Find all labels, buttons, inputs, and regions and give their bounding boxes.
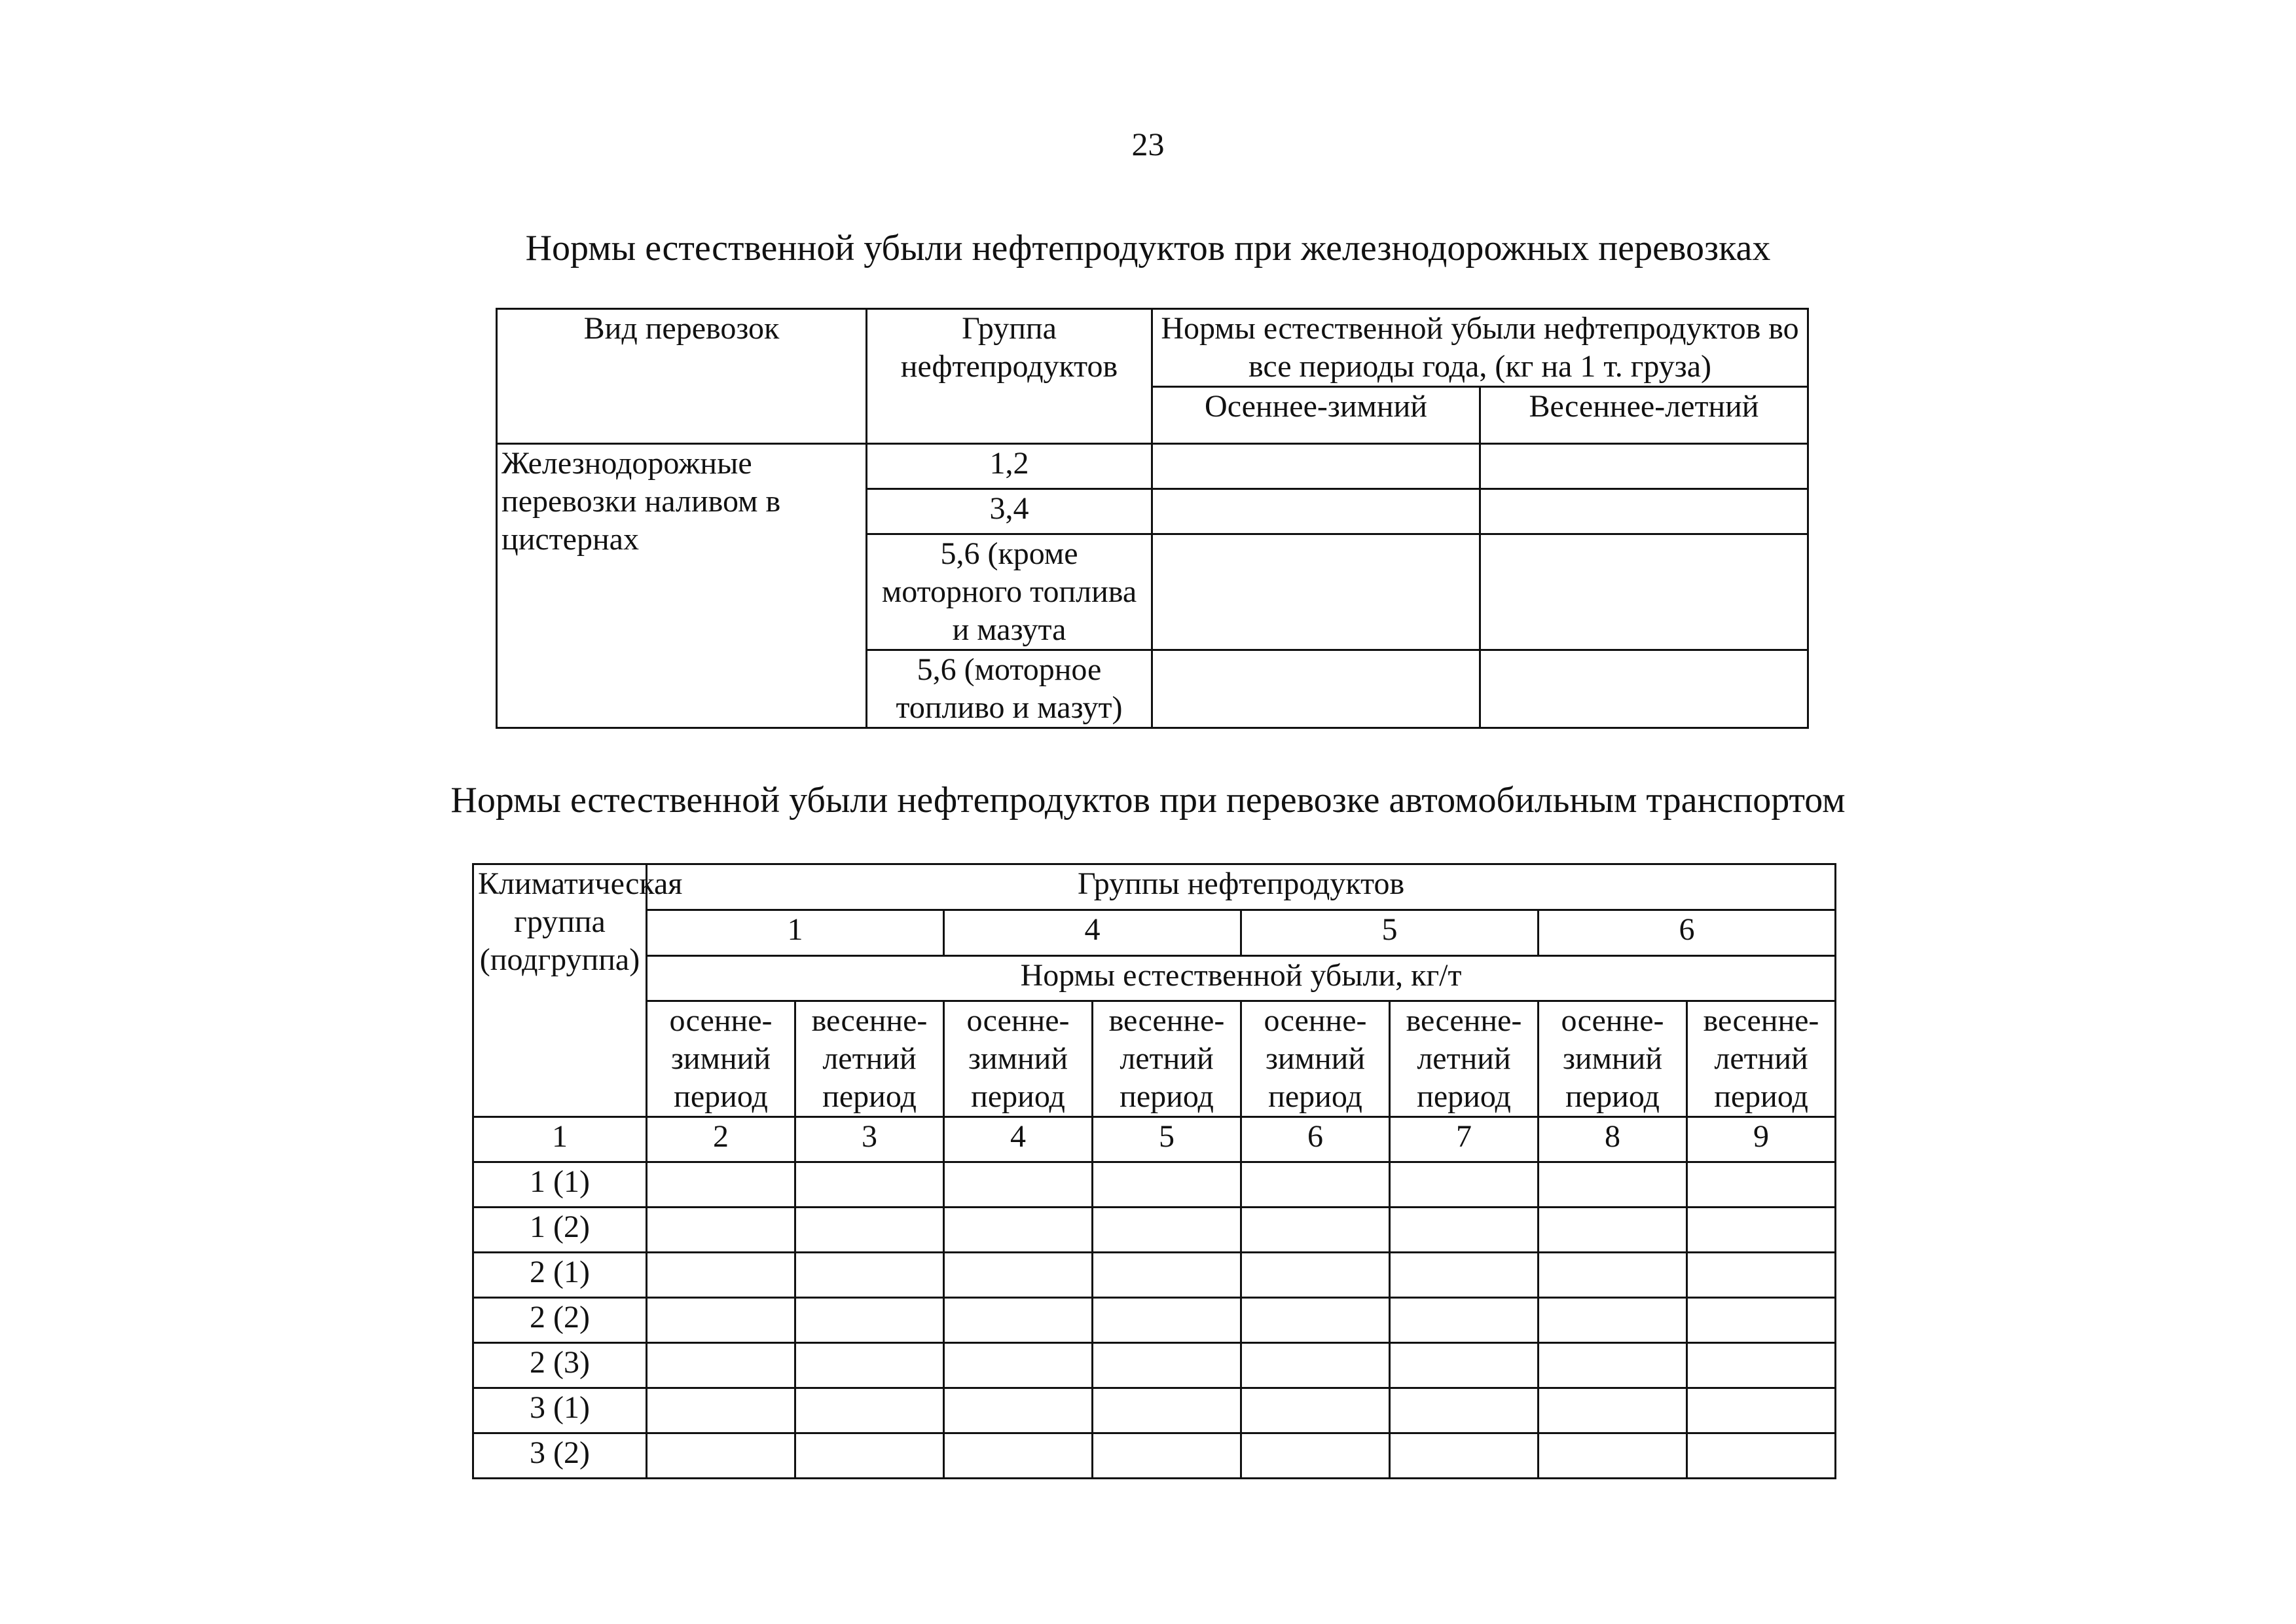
data-cell [1390, 1433, 1539, 1479]
data-cell [1390, 1388, 1539, 1433]
data-cell [1687, 1343, 1836, 1388]
data-cell [1539, 1343, 1687, 1388]
data-cell [1687, 1162, 1836, 1208]
climate-group-cell: 1 (1) [473, 1162, 647, 1208]
data-cell [1539, 1388, 1687, 1433]
climate-group-cell: 2 (1) [473, 1253, 647, 1298]
data-cell [1093, 1253, 1241, 1298]
header-norms: Нормы естественной убыли нефтепродуктов во все периоды года, (кг на 1 т. груза) [1152, 309, 1808, 387]
climate-group-cell: 1 (2) [473, 1208, 647, 1253]
header-group-number: 4 [944, 910, 1241, 956]
data-cell [1241, 1162, 1390, 1208]
data-cell [1687, 1433, 1836, 1479]
page-number: 23 [1131, 126, 1165, 162]
spring-summer-cell [1480, 489, 1808, 534]
data-cell [647, 1253, 795, 1298]
data-cell [1687, 1208, 1836, 1253]
spring-summer-cell [1480, 650, 1808, 728]
data-cell [1241, 1208, 1390, 1253]
data-cell [944, 1298, 1093, 1343]
data-cell [795, 1343, 944, 1388]
spring-summer-cell [1480, 444, 1808, 489]
data-cell [1539, 1162, 1687, 1208]
data-cell [647, 1162, 795, 1208]
data-cell [1093, 1433, 1241, 1479]
climate-group-cell: 2 (3) [473, 1343, 647, 1388]
data-cell [1687, 1298, 1836, 1343]
header-transport-type: Вид перевозок [497, 309, 867, 444]
column-number: 6 [1241, 1117, 1390, 1162]
data-cell [944, 1433, 1093, 1479]
transport-type-cell: Железнодорожные перевозки наливом в цистернах [497, 444, 867, 728]
table-header-row [497, 309, 1808, 387]
table-header-row [473, 956, 1836, 1001]
data-cell [1390, 1208, 1539, 1253]
rail-norms-table [496, 308, 1809, 729]
table-header-row [473, 864, 1836, 910]
column-number: 1 [473, 1117, 647, 1162]
autumn-winter-cell [1152, 444, 1480, 489]
data-cell [1539, 1298, 1687, 1343]
header-climate-group: Климатическая группа (подгруппа) [473, 864, 647, 1117]
header-product-group: Группа нефтепродуктов [867, 309, 1152, 444]
climate-group-cell: 2 (2) [473, 1298, 647, 1343]
data-cell [1093, 1388, 1241, 1433]
data-cell [1539, 1433, 1687, 1479]
climate-group-cell: 3 (2) [473, 1433, 647, 1479]
column-number: 7 [1390, 1117, 1539, 1162]
header-product-groups: Группы нефтепродуктов [647, 864, 1836, 910]
data-cell [1093, 1162, 1241, 1208]
data-cell [1093, 1298, 1241, 1343]
autumn-winter-cell [1152, 489, 1480, 534]
table-row [473, 1388, 1836, 1433]
data-cell [1241, 1388, 1390, 1433]
table-row [473, 1162, 1836, 1208]
table-row [473, 1298, 1836, 1343]
header-group-number: 1 [647, 910, 944, 956]
product-group-cell: 5,6 (моторное топливо и мазут) [867, 650, 1152, 728]
table-header-row [473, 1001, 1836, 1117]
data-cell [1390, 1298, 1539, 1343]
header-group-number: 6 [1539, 910, 1836, 956]
data-cell [1093, 1343, 1241, 1388]
header-period: весенне-летний период [1687, 1001, 1836, 1117]
data-cell [647, 1343, 795, 1388]
data-cell [1241, 1343, 1390, 1388]
data-cell [944, 1388, 1093, 1433]
data-cell [647, 1388, 795, 1433]
climate-group-cell: 3 (1) [473, 1388, 647, 1433]
column-number: 3 [795, 1117, 944, 1162]
header-group-number: 5 [1241, 910, 1539, 956]
data-cell [1687, 1388, 1836, 1433]
data-cell [1241, 1298, 1390, 1343]
auto-table-title: Нормы естественной убыли нефтепродуктов при перевозке автомобильным транспортом [450, 780, 1846, 821]
auto-norms-table [472, 863, 1836, 1479]
table-row [473, 1208, 1836, 1253]
data-cell [1539, 1208, 1687, 1253]
table-header-row [473, 910, 1836, 956]
data-cell [944, 1208, 1093, 1253]
column-number: 9 [1687, 1117, 1836, 1162]
product-group-cell: 5,6 (кроме моторного топлива и мазута [867, 534, 1152, 650]
product-group-cell: 1,2 [867, 444, 1152, 489]
data-cell [1390, 1162, 1539, 1208]
data-cell [647, 1208, 795, 1253]
data-cell [1539, 1253, 1687, 1298]
header-period: осенне-зимний период [1241, 1001, 1390, 1117]
autumn-winter-cell [1152, 650, 1480, 728]
data-cell [795, 1208, 944, 1253]
data-cell [795, 1162, 944, 1208]
header-period: весенне-летний период [1093, 1001, 1241, 1117]
table-row [473, 1433, 1836, 1479]
data-cell [1241, 1253, 1390, 1298]
data-cell [944, 1162, 1093, 1208]
data-cell [1390, 1253, 1539, 1298]
spring-summer-cell [1480, 534, 1808, 650]
product-group-cell: 3,4 [867, 489, 1152, 534]
data-cell [795, 1388, 944, 1433]
data-cell [1390, 1343, 1539, 1388]
table-row [497, 444, 1808, 489]
data-cell [647, 1433, 795, 1479]
header-norms: Нормы естественной убыли, кг/т [647, 956, 1836, 1001]
data-cell [795, 1433, 944, 1479]
data-cell [1241, 1433, 1390, 1479]
data-cell [944, 1253, 1093, 1298]
column-number-row [473, 1117, 1836, 1162]
table-row [473, 1343, 1836, 1388]
data-cell [1093, 1208, 1241, 1253]
header-period: весенне-летний период [1390, 1001, 1539, 1117]
data-cell [795, 1298, 944, 1343]
header-spring-summer: Весеннее-летний [1480, 387, 1808, 444]
column-number: 4 [944, 1117, 1093, 1162]
table-row [473, 1253, 1836, 1298]
data-cell [795, 1253, 944, 1298]
header-period: осенне-зимний период [1539, 1001, 1687, 1117]
data-cell [647, 1298, 795, 1343]
column-number: 8 [1539, 1117, 1687, 1162]
header-period: осенне-зимний период [944, 1001, 1093, 1117]
data-cell [944, 1343, 1093, 1388]
column-number: 5 [1093, 1117, 1241, 1162]
data-cell [1687, 1253, 1836, 1298]
rail-table-title: Нормы естественной убыли нефтепродуктов при железнодорожных перевозках [525, 228, 1771, 268]
column-number: 2 [647, 1117, 795, 1162]
header-period: весенне-летний период [795, 1001, 944, 1117]
header-autumn-winter: Осеннее-зимний [1152, 387, 1480, 444]
autumn-winter-cell [1152, 534, 1480, 650]
header-period: осенне-зимний период [647, 1001, 795, 1117]
